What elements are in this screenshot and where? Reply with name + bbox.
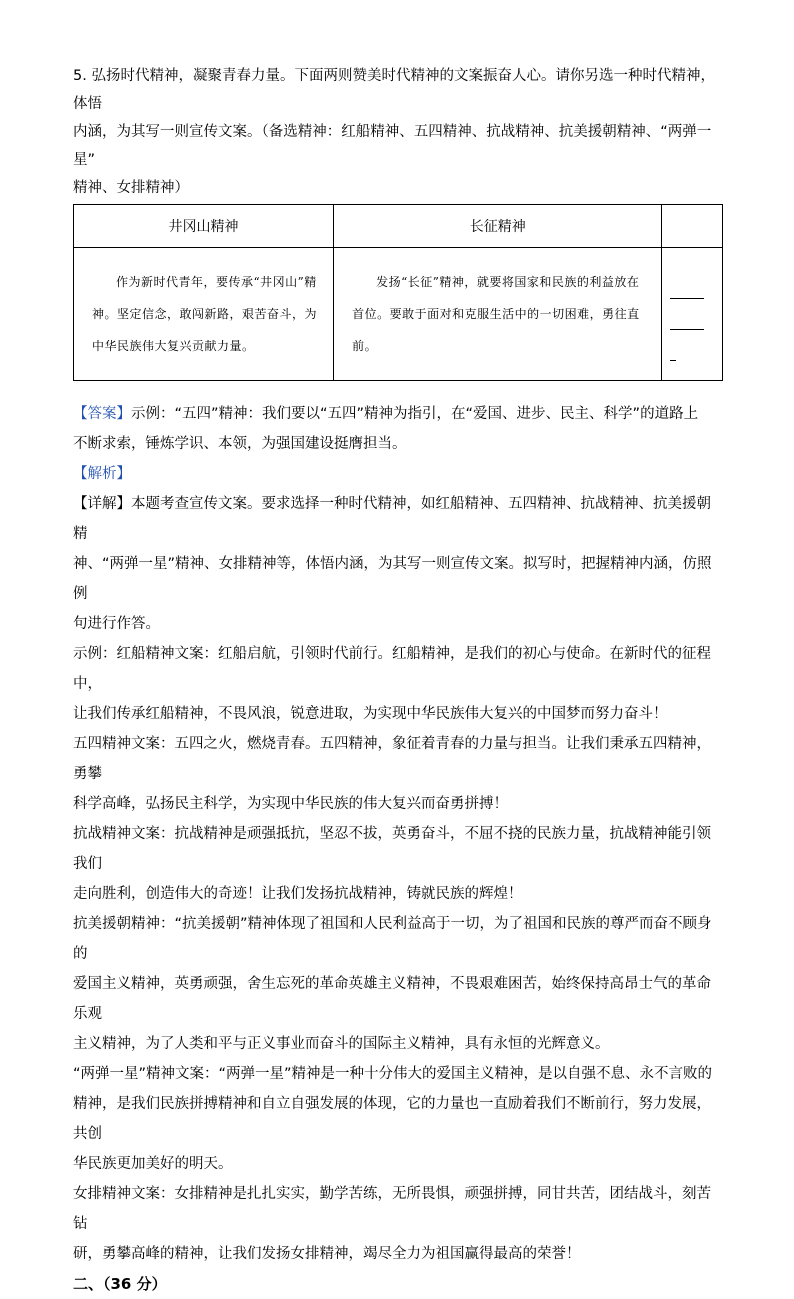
- header-blank: [662, 205, 723, 248]
- kangzhan-line-2: 走向胜利，创造伟大的奇迹！让我们发扬抗战精神，铸就民族的辉煌！: [73, 886, 523, 902]
- blank-line-1: [670, 268, 704, 299]
- section-heading: 二、（36 分）: [73, 1275, 167, 1293]
- wusi-line-1: 五四精神文案：五四之火，燃烧青春。五四精神，象征着青春的力量与担当。让我们秉承五四精神，勇攀: [73, 736, 711, 782]
- question-line-2: 内涵，为其写一则宣传文案。（备选精神：红船精神、五四精神、抗战精神、抗美援朝精神、“两弹一星”: [73, 124, 712, 168]
- wusi-line-2: 科学高峰，弘扬民主科学，为实现中华民族的伟大复兴而奋勇拼搏！: [73, 796, 508, 812]
- answer-block: [73, 399, 723, 459]
- liangdan-line-2: 精神，是我们民族拼搏精神和自立自强发展的体现，它的力量也一直励着我们不断前行，努力发展，共创: [73, 1096, 711, 1142]
- answer-line-2: 不断求索，锤炼学识、本领，为强国建设挺膺担当。: [73, 436, 407, 452]
- blank-line-3: [670, 330, 676, 361]
- cell-answer-blank[interactable]: [662, 248, 723, 381]
- detail-line-2: 神、“两弹一星”精神、女排精神等，体悟内涵，为其写一则宣传文案。拟写时，把握精神内涵，仿照例: [73, 556, 712, 602]
- detail-line-3: 句进行作答。: [73, 616, 160, 632]
- header-changzheng: 长征精神: [334, 205, 662, 248]
- jinggangshan-text: 作为新时代青年，要传承“井冈山”精神。坚定信念，敢闯新路，艰苦奋斗，为中华民族伟大复兴贡献力量。: [92, 275, 318, 353]
- hongchuan-line-2: 让我们传承红船精神，不畏风浪，锐意进取，为实现中华民族伟大复兴的中国梦而努力奋斗！: [73, 706, 668, 722]
- detail-tag: 【详解】: [73, 496, 131, 512]
- changzheng-text: 发扬“长征”精神，就要将国家和民族的利益放在首位。要敢于面对和克服生活中的一切困难，勇往直前。: [352, 275, 640, 353]
- detail-line-1: 【详解】本题考查宣传文案。要求选择一种时代精神，如红船精神、五四精神、抗战精神、抗美援朝精: [73, 496, 711, 542]
- kangzhan-line-1: 抗战精神文案：抗战精神是顽强抵抗，坚忍不拔，英勇奋斗，不屈不挠的民族力量，抗战精神能引领我们: [73, 826, 711, 872]
- answer-tag: 【答案】: [73, 406, 131, 422]
- header-jinggangshan: 井冈山精神: [74, 205, 334, 248]
- kangmei-line-1: 抗美援朝精神：“抗美援朝”精神体现了祖国和人民利益高于一切，为了祖国和民族的尊严而奋不顾身的: [73, 916, 712, 962]
- hongchuan-line-1: 示例：红船精神文案：红船启航，引领时代前行。红船精神，是我们的初心与使命。在新时代的征程中，: [73, 646, 711, 692]
- nvpai-line-1: 女排精神文案：女排精神是扎扎实实，勤学苦练，无所畏惧，顽强拼搏，同甘共苦，团结战斗，刻苦钻: [73, 1186, 711, 1232]
- page: [73, 62, 723, 1299]
- liangdan-line-3: 华民族更加美好的明天。: [73, 1156, 233, 1172]
- question-line-1: 5. 弘扬时代精神，凝聚青春力量。下面两则赞美时代精神的文案振奋人心。请你另选一种时代精神，体悟: [73, 68, 715, 112]
- liangdan-line-1: “两弹一星”精神文案：“两弹一星”精神是一种十分伟大的爱国主义精神，是以自强不息、永不言败的: [73, 1066, 713, 1082]
- blank-line-2: [670, 299, 704, 330]
- slogan-table: [73, 204, 723, 381]
- nvpai-line-2: 研，勇攀高峰的精神，让我们发扬女排精神，竭尽全力为祖国赢得最高的荣誉！: [73, 1246, 581, 1262]
- cell-changzheng: [334, 248, 662, 381]
- answer-line-1: 【答案】示例：“五四”精神：我们要以“五四”精神为指引，在“爱国、进步、民主、科学”的道路上: [73, 406, 699, 422]
- kangmei-line-3: 主义精神，为了人类和平与正义事业而奋斗的国际主义精神，具有永恒的光辉意义。: [73, 1036, 610, 1052]
- cell-jinggangshan: [74, 248, 334, 381]
- analysis-tag: 【解析】: [73, 466, 131, 482]
- question-line-3: 精神、女排精神）: [73, 180, 189, 196]
- kangmei-line-2: 爱国主义精神，英勇顽强，舍生忘死的革命英雄主义精神，不畏艰难困苦，始终保持高昂士气的革命乐观: [73, 976, 711, 1022]
